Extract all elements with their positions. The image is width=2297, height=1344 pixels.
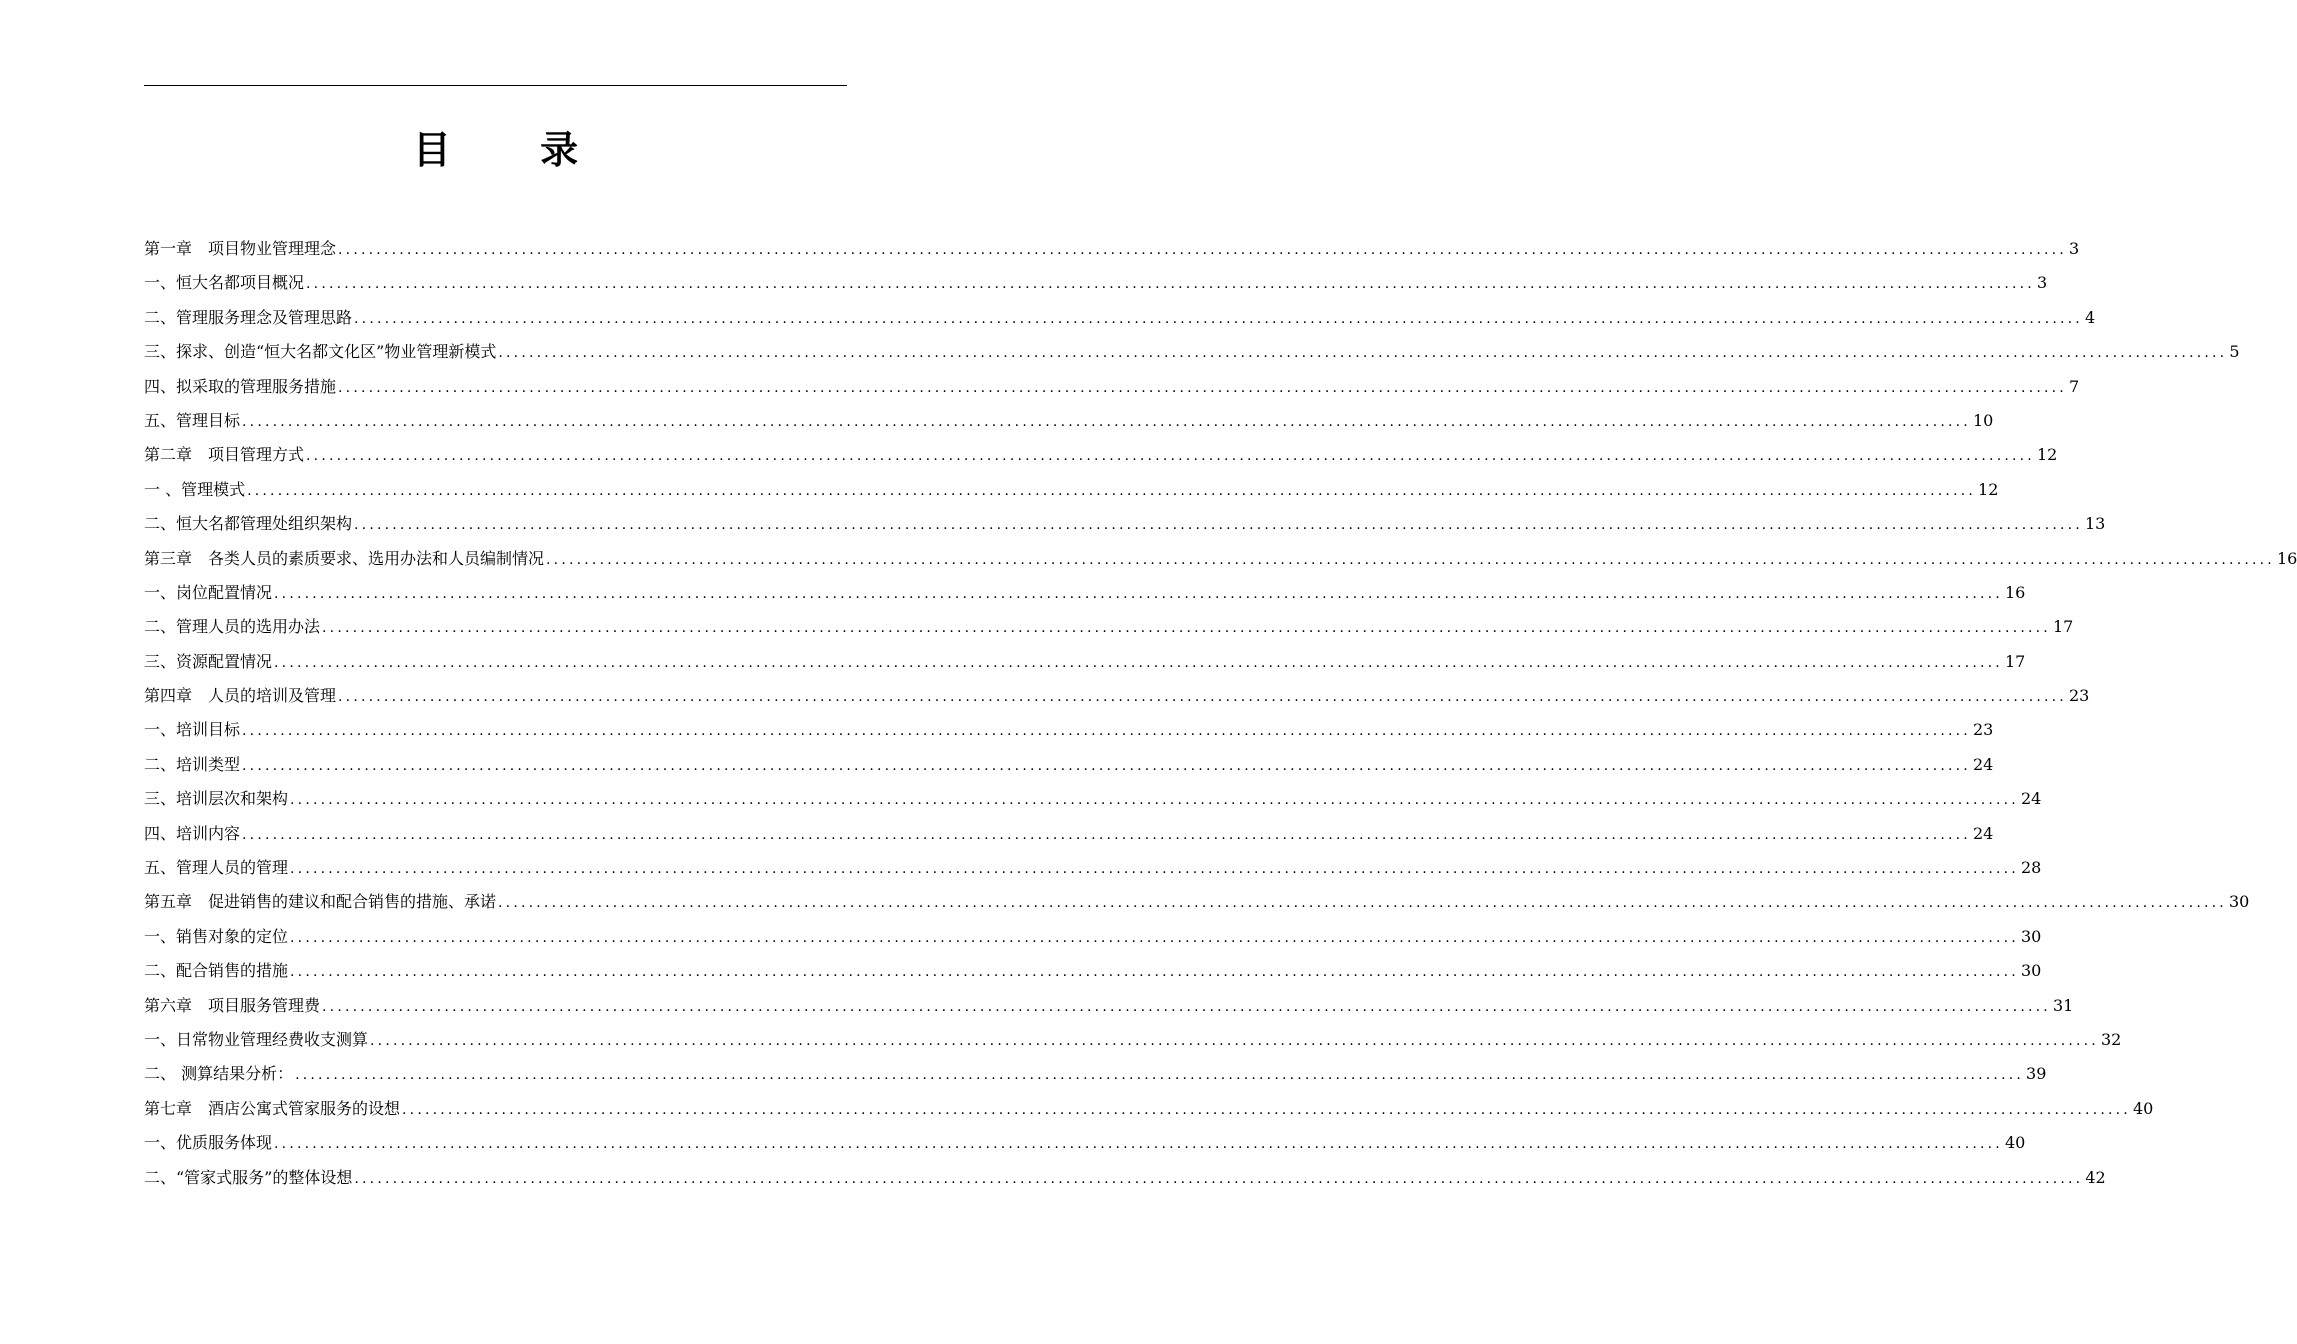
- toc-entry[interactable]: [144, 1161, 2106, 1195]
- toc-entry-page: 17: [2052, 617, 2074, 637]
- toc-dot-leader: ..................................................................................................................................................................................................................................: [322, 998, 2051, 1015]
- toc-dot-leader: ..................................................................................................................................................................................................................................: [274, 585, 2003, 602]
- toc-dot-leader: ..................................................................................................................................................................................................................................: [242, 723, 1971, 740]
- toc-entry-page: 4: [2084, 307, 2096, 327]
- toc-dot-leader: ..................................................................................................................................................................................................................................: [242, 826, 1971, 843]
- toc-dot-leader: ..................................................................................................................................................................................................................................: [370, 1032, 2099, 1049]
- toc-entry-label: 第七章 酒店公寓式管家服务的设想: [144, 1098, 401, 1118]
- toc-entry-label: 二、 测算结果分析：: [144, 1064, 294, 1084]
- toc-entry-page: 30: [2228, 892, 2250, 912]
- toc-entry-page: 31: [2052, 995, 2074, 1015]
- toc-entry[interactable]: [144, 679, 2090, 713]
- toc-entry[interactable]: [144, 851, 2042, 885]
- toc-entry-label: 二、管理服务理念及管理思路: [144, 307, 353, 327]
- toc-dot-leader: ..................................................................................................................................................................................................................................: [290, 964, 2019, 981]
- toc-entry-label: 第三章 各类人员的素质要求、选用办法和人员编制情况: [144, 548, 545, 568]
- toc-entry[interactable]: [144, 1126, 2026, 1160]
- toc-entry[interactable]: [144, 1023, 2122, 1057]
- toc-dot-leader: ..................................................................................................................................................................................................................................: [402, 1101, 2131, 1118]
- toc-entry-page: 23: [2068, 686, 2090, 706]
- toc-entry[interactable]: [144, 542, 2297, 576]
- toc-entry-page: 40: [2004, 1133, 2026, 1153]
- toc-dot-leader: ..................................................................................................................................................................................................................................: [295, 1067, 2025, 1084]
- toc-entry-label: 一、岗位配置情况: [144, 582, 273, 602]
- toc-entry-page: 24: [1972, 823, 1994, 843]
- toc-entry-label: 一、优质服务体现: [144, 1133, 273, 1153]
- toc-entry-page: 10: [1972, 410, 1994, 430]
- toc-entry-page: 39: [2026, 1064, 2047, 1084]
- toc-dot-leader: ..................................................................................................................................................................................................................................: [274, 1136, 2003, 1153]
- toc-dot-leader: ..................................................................................................................................................................................................................................: [274, 654, 2003, 671]
- toc-entry-label: 一 、管理模式: [144, 479, 246, 499]
- toc-entry[interactable]: [144, 404, 1994, 438]
- toc-entry[interactable]: [144, 920, 2042, 954]
- toc-entry-label: 三、培训层次和架构: [144, 789, 289, 809]
- toc-entry[interactable]: [144, 335, 2240, 369]
- toc-entry[interactable]: [144, 266, 2048, 300]
- toc-dot-leader: ..................................................................................................................................................................................................................................: [290, 929, 2019, 946]
- toc-entry[interactable]: [144, 817, 1994, 851]
- toc-entry-page: 40: [2132, 1098, 2154, 1118]
- toc-entry[interactable]: [144, 370, 2080, 404]
- toc-entry-label: 一、培训目标: [144, 720, 241, 740]
- toc-entry[interactable]: [144, 438, 2058, 472]
- toc-entry-label: 四、培训内容: [144, 823, 241, 843]
- toc-entry[interactable]: [144, 232, 2080, 266]
- toc-entry[interactable]: [144, 507, 2106, 541]
- toc-dot-leader: ..................................................................................................................................................................................................................................: [354, 517, 2083, 534]
- toc-entry-page: 5: [2229, 342, 2240, 362]
- toc-entry[interactable]: [144, 1057, 2047, 1091]
- toc-entry-label: 二、恒大名都管理处组织架构: [144, 514, 353, 534]
- toc-entry-label: 三、资源配置情况: [144, 651, 273, 671]
- toc-entry-page: 42: [2085, 1167, 2106, 1187]
- toc-entry[interactable]: [144, 989, 2074, 1023]
- toc-entry[interactable]: [144, 473, 1999, 507]
- toc-dot-leader: ..................................................................................................................................................................................................................................: [338, 242, 2067, 258]
- toc-entry[interactable]: [144, 576, 2026, 610]
- toc-entry-label: 第四章 人员的培训及管理: [144, 686, 337, 706]
- toc-entry-label: 二、配合销售的措施: [144, 961, 289, 981]
- toc-entry[interactable]: [144, 301, 2096, 335]
- toc-dot-leader: ..................................................................................................................................................................................................................................: [338, 379, 2067, 396]
- toc-dot-leader: ..................................................................................................................................................................................................................................: [290, 792, 2019, 809]
- toc-entry-page: 17: [2004, 651, 2026, 671]
- toc-entry-label: 二、“管家式服务”的整体设想: [144, 1167, 353, 1187]
- toc-entry-label: 二、培训类型: [144, 754, 241, 774]
- toc-entry-page: 24: [2020, 789, 2042, 809]
- toc-dot-leader: ..................................................................................................................................................................................................................................: [242, 413, 1971, 430]
- toc-entry[interactable]: [144, 713, 1994, 747]
- toc-entry[interactable]: [144, 645, 2026, 679]
- toc-entry-page: 7: [2068, 376, 2080, 396]
- toc-dot-leader: ..................................................................................................................................................................................................................................: [338, 689, 2067, 706]
- toc-entry-label: 五、管理目标: [144, 410, 241, 430]
- toc-entry-page: 12: [2036, 445, 2058, 465]
- toc-entry-page: 30: [2020, 926, 2042, 946]
- toc-entry[interactable]: [144, 885, 2250, 919]
- toc-dot-leader: ..................................................................................................................................................................................................................................: [306, 448, 2035, 465]
- toc-dot-leader: ..................................................................................................................................................................................................................................: [354, 1170, 2084, 1187]
- toc-entry-page: 32: [2100, 1029, 2122, 1049]
- toc-entry-label: 第一章 项目物业管理理念: [144, 239, 337, 258]
- toc-entry-label: 五、管理人员的管理: [144, 858, 289, 878]
- toc-entry-label: 一、销售对象的定位: [144, 926, 289, 946]
- toc-entry-label: 一、恒大名都项目概况: [144, 273, 305, 293]
- toc-dot-leader: ..................................................................................................................................................................................................................................: [247, 482, 1977, 499]
- toc-dot-leader: ..................................................................................................................................................................................................................................: [354, 310, 2083, 327]
- toc-entry-label: 二、管理人员的选用办法: [144, 617, 321, 637]
- toc-dot-leader: ..................................................................................................................................................................................................................................: [306, 276, 2035, 293]
- toc-entry-page: 16: [2276, 548, 2297, 568]
- toc-entry-label: 第二章 项目管理方式: [144, 445, 305, 465]
- toc-entry[interactable]: [144, 954, 2042, 988]
- table-of-contents: [144, 232, 2297, 1195]
- toc-entry-page: 16: [2004, 582, 2026, 602]
- toc-entry-label: 第六章 项目服务管理费: [144, 995, 321, 1015]
- toc-entry[interactable]: [144, 610, 2074, 644]
- toc-dot-leader: ..................................................................................................................................................................................................................................: [498, 345, 2228, 362]
- toc-entry-label: 四、拟采取的管理服务措施: [144, 376, 337, 396]
- toc-entry[interactable]: [144, 748, 1994, 782]
- toc-entry-label: 一、日常物业管理经费收支测算: [144, 1029, 369, 1049]
- toc-entry[interactable]: [144, 1092, 2154, 1126]
- toc-dot-leader: ..................................................................................................................................................................................................................................: [498, 895, 2227, 912]
- toc-dot-leader: ..................................................................................................................................................................................................................................: [242, 757, 1971, 774]
- toc-entry-label: 三、探求、创造“恒大名都文化区”物业管理新模式: [144, 342, 497, 362]
- toc-entry[interactable]: [144, 782, 2042, 816]
- toc-dot-leader: ..................................................................................................................................................................................................................................: [322, 620, 2051, 637]
- toc-dot-leader: ..................................................................................................................................................................................................................................: [546, 551, 2275, 568]
- toc-entry-page: 3: [2036, 273, 2048, 293]
- page-title: 目 录: [412, 128, 617, 172]
- toc-entry-page: 23: [1972, 720, 1994, 740]
- toc-entry-page: 12: [1978, 479, 1999, 499]
- toc-entry-page: 24: [1972, 754, 1994, 774]
- toc-entry-page: 28: [2020, 858, 2042, 878]
- header-rule: [144, 85, 847, 86]
- toc-entry-page: 13: [2084, 514, 2106, 534]
- toc-dot-leader: ..................................................................................................................................................................................................................................: [290, 861, 2019, 878]
- toc-entry-page: 30: [2020, 961, 2042, 981]
- toc-entry-label: 第五章 促进销售的建议和配合销售的措施、承诺: [144, 892, 497, 912]
- toc-entry-page: 3: [2068, 239, 2080, 258]
